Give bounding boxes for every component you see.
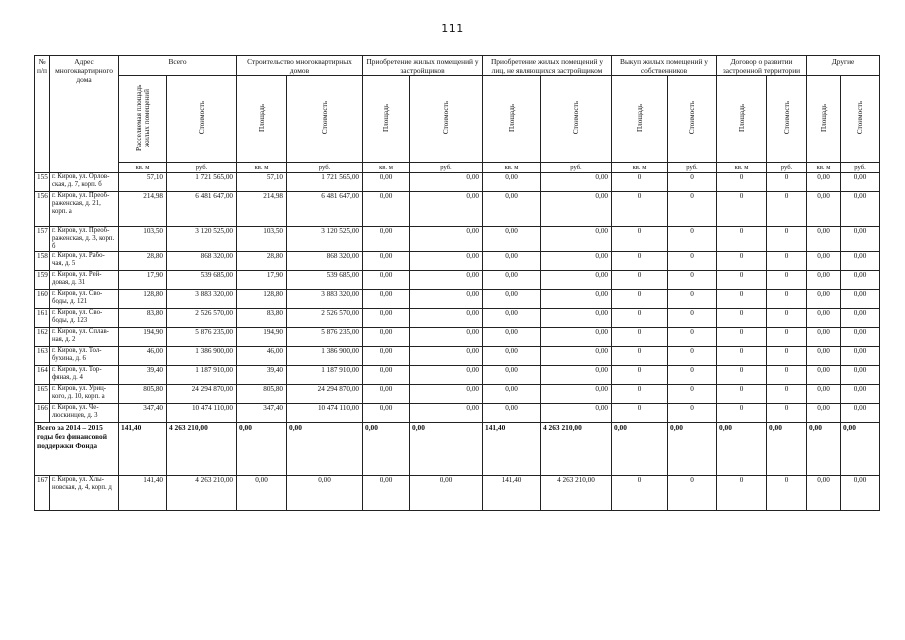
cell: 0,00 (410, 309, 483, 328)
cell: 3 120 525,00 (167, 227, 237, 252)
table-row (35, 271, 880, 290)
cell: 0,00 (483, 328, 541, 347)
row-num: 160 (35, 290, 50, 309)
cell: 128,80 (237, 290, 287, 309)
cell: 0,00 (841, 476, 880, 511)
cell: 0 (717, 173, 767, 192)
cell: 0,00 (841, 290, 880, 309)
cell: 0 (668, 290, 717, 309)
cell: 0 (717, 328, 767, 347)
cell: 0 (767, 227, 807, 252)
cell: 0,00 (410, 476, 483, 511)
table-row (35, 366, 880, 385)
cell: 868 320,00 (287, 252, 363, 271)
cell: 4 263 210,00 (541, 476, 612, 511)
cell: 0,00 (363, 347, 410, 366)
row-num: 162 (35, 328, 50, 347)
header-purchase-non-developers: Приобретение жилых помещений у лиц, не являющихся застройщиком (483, 56, 612, 76)
cell: 0,00 (363, 173, 410, 192)
cell: 0,00 (287, 476, 363, 511)
cell: 0 (767, 290, 807, 309)
subheader-resettled-area: Расселяемая площадь жилых помещений (119, 76, 167, 163)
cell: 0,00 (541, 290, 612, 309)
subheader-cost: Стоимость (541, 76, 612, 163)
cell: 0 (717, 271, 767, 290)
cell: 868 320,00 (167, 252, 237, 271)
cell: 347,40 (237, 404, 287, 423)
cell: 0,00 (363, 328, 410, 347)
cell: 0 (612, 404, 668, 423)
row-num: 163 (35, 347, 50, 366)
cell: 0,00 (541, 192, 612, 227)
cell: 0,00 (841, 309, 880, 328)
cell: 0,00 (483, 173, 541, 192)
cell: 0,00 (483, 252, 541, 271)
row-num: 158 (35, 252, 50, 271)
cell: 0,00 (363, 385, 410, 404)
cell: 6 481 647,00 (287, 192, 363, 227)
cell: 0 (767, 385, 807, 404)
cell: 0,00 (483, 290, 541, 309)
cell: 0 (612, 192, 668, 227)
cell: 0,00 (807, 366, 841, 385)
cell: 0,00 (841, 404, 880, 423)
row-address: г. Киров, ул. Че-люскинцев, д. 3 (50, 404, 119, 423)
cell: 2 526 570,00 (167, 309, 237, 328)
table-row (35, 385, 880, 404)
unit-cell: кв. м (807, 163, 841, 173)
cell: 0,00 (541, 173, 612, 192)
total-cell: 0,00 (717, 423, 767, 476)
cell: 0,00 (541, 328, 612, 347)
cell: 0,00 (483, 309, 541, 328)
header-other: Другие (807, 56, 880, 76)
table-row (35, 192, 880, 227)
cell: 6 481 647,00 (167, 192, 237, 227)
cell: 1 721 565,00 (287, 173, 363, 192)
cell: 28,80 (237, 252, 287, 271)
header-purchase-developers: Приобретение жилых помещений у застройщиков (363, 56, 483, 76)
cell: 0 (668, 173, 717, 192)
table-row (35, 290, 880, 309)
subheader-cost: Стоимость (668, 76, 717, 163)
cell: 194,90 (237, 328, 287, 347)
header-row-groups (35, 56, 880, 76)
total-cell: 141,40 (119, 423, 167, 476)
subheader-area: Площадь (717, 76, 767, 163)
cell: 0,00 (410, 385, 483, 404)
row-address: г. Киров, ул. Тор-фяная, д. 4 (50, 366, 119, 385)
total-cell: 0,00 (612, 423, 668, 476)
cell: 0,00 (483, 347, 541, 366)
header-row-sub (35, 76, 880, 163)
cell: 805,80 (237, 385, 287, 404)
cell: 0,00 (410, 271, 483, 290)
subheader-area: Площадь (363, 76, 410, 163)
cell: 0,00 (410, 227, 483, 252)
row-num: 165 (35, 385, 50, 404)
subheader-cost: Стоимость (287, 76, 363, 163)
cell: 0,00 (841, 366, 880, 385)
cell: 0 (767, 173, 807, 192)
cell: 0,00 (541, 404, 612, 423)
cell: 0,00 (541, 347, 612, 366)
cell: 0,00 (807, 476, 841, 511)
row-num: 161 (35, 309, 50, 328)
cell: 0 (717, 385, 767, 404)
cell: 0 (668, 385, 717, 404)
cell: 0,00 (363, 271, 410, 290)
cell: 3 120 525,00 (287, 227, 363, 252)
units-row (35, 163, 880, 173)
cell: 141,40 (119, 476, 167, 511)
row-address: г. Киров, ул. Сплав-ная, д. 2 (50, 328, 119, 347)
header-buyout: Выкуп жилых помещений у собственников (612, 56, 717, 76)
cell: 0,00 (363, 192, 410, 227)
unit-cell: кв. м (119, 163, 167, 173)
cell: 0,00 (807, 192, 841, 227)
cell: 24 294 870,00 (167, 385, 237, 404)
table-body (35, 173, 880, 511)
cell: 0,00 (807, 385, 841, 404)
cell: 39,40 (119, 366, 167, 385)
cell: 0 (717, 476, 767, 511)
header-total: Всего (119, 56, 237, 76)
subheader-area: Площадь (807, 76, 841, 163)
cell: 0,00 (410, 366, 483, 385)
cell: 0,00 (541, 309, 612, 328)
subheader-area: Площадь (483, 76, 541, 163)
cell: 0 (668, 347, 717, 366)
cell: 1 386 900,00 (167, 347, 237, 366)
cell: 1 187 910,00 (287, 366, 363, 385)
cell: 347,40 (119, 404, 167, 423)
row-num: 157 (35, 227, 50, 252)
table-row (35, 476, 880, 511)
total-cell: 4 263 210,00 (167, 423, 237, 476)
cell: 0,00 (410, 404, 483, 423)
cell: 0,00 (237, 476, 287, 511)
cell: 0 (668, 476, 717, 511)
unit-cell: кв. м (363, 163, 410, 173)
total-label: Всего за 2014 – 2015 годы без финансовой поддержки Фонда (35, 423, 119, 476)
cell: 0 (767, 347, 807, 366)
cell: 0 (717, 404, 767, 423)
cell: 0,00 (541, 366, 612, 385)
cell: 0,00 (483, 271, 541, 290)
cell: 0 (612, 385, 668, 404)
total-cell: 0,00 (767, 423, 807, 476)
cell: 0 (767, 192, 807, 227)
table-row (35, 404, 880, 423)
header-num: № п/п (35, 56, 50, 173)
total-cell: 0,00 (287, 423, 363, 476)
cell: 0,00 (363, 476, 410, 511)
cell: 0,00 (841, 192, 880, 227)
cell: 0,00 (841, 252, 880, 271)
cell: 1 721 565,00 (167, 173, 237, 192)
row-address: г. Киров, ул. Уриц-кого, д. 10, корп. а (50, 385, 119, 404)
row-num: 155 (35, 173, 50, 192)
cell: 0 (767, 252, 807, 271)
cell: 0,00 (541, 271, 612, 290)
row-address: г. Киров, ул. Рей-довая, д. 31 (50, 271, 119, 290)
row-address: г. Киров, ул. Орлов-ская, д. 7, корп. б (50, 173, 119, 192)
cell: 0,00 (841, 347, 880, 366)
cell: 0 (612, 173, 668, 192)
cell: 0 (767, 271, 807, 290)
cell: 0 (717, 309, 767, 328)
cell: 46,00 (119, 347, 167, 366)
unit-cell: кв. м (483, 163, 541, 173)
cell: 0,00 (807, 290, 841, 309)
cell: 1 187 910,00 (167, 366, 237, 385)
cell: 0 (717, 192, 767, 227)
total-cell: 0,00 (841, 423, 880, 476)
cell: 0 (767, 328, 807, 347)
row-address: г. Киров, ул. Хлы-новская, д. 4, корп. д (50, 476, 119, 511)
cell: 0 (612, 252, 668, 271)
row-address: г. Киров, ул. Сво-боды, д. 121 (50, 290, 119, 309)
cell: 0 (717, 290, 767, 309)
cell: 128,80 (119, 290, 167, 309)
cell: 0,00 (841, 173, 880, 192)
unit-cell: кв. м (717, 163, 767, 173)
cell: 0,00 (410, 347, 483, 366)
cell: 46,00 (237, 347, 287, 366)
cell: 0,00 (841, 328, 880, 347)
cell: 0,00 (541, 227, 612, 252)
cell: 0 (668, 366, 717, 385)
cell: 0,00 (483, 192, 541, 227)
subheader-cost: Стоимость (767, 76, 807, 163)
cell: 539 685,00 (287, 271, 363, 290)
cell: 0,00 (483, 404, 541, 423)
cell: 0 (668, 271, 717, 290)
row-num: 166 (35, 404, 50, 423)
table-row (35, 227, 880, 252)
row-address: г. Киров, ул. Тол-бухина, д. 6 (50, 347, 119, 366)
cell: 0,00 (807, 347, 841, 366)
row-address: г. Киров, ул. Рабо-чая, д. 5 (50, 252, 119, 271)
total-cell: 0,00 (363, 423, 410, 476)
row-address: г. Киров, ул. Сво-боды, д. 123 (50, 309, 119, 328)
cell: 0,00 (807, 173, 841, 192)
total-cell: 141,40 (483, 423, 541, 476)
row-address: г. Киров, ул. Преоб-раженская, д. 3, корп. б (50, 227, 119, 252)
cell: 0,00 (363, 252, 410, 271)
total-cell: 0,00 (410, 423, 483, 476)
cell: 0,00 (841, 385, 880, 404)
header-construction: Строительство многоквартирных домов (237, 56, 363, 76)
cell: 0 (668, 252, 717, 271)
cell: 0 (767, 309, 807, 328)
cell: 0,00 (483, 227, 541, 252)
cell: 0,00 (410, 252, 483, 271)
cell: 103,50 (237, 227, 287, 252)
cell: 0,00 (841, 271, 880, 290)
cell: 0,00 (541, 385, 612, 404)
cell: 57,10 (119, 173, 167, 192)
cell: 0 (717, 366, 767, 385)
cell: 214,98 (237, 192, 287, 227)
unit-cell: руб. (167, 163, 237, 173)
cell: 0 (612, 328, 668, 347)
total-cell: 4 263 210,00 (541, 423, 612, 476)
cell: 0 (767, 404, 807, 423)
total-cell: 0,00 (668, 423, 717, 476)
cell: 2 526 570,00 (287, 309, 363, 328)
cell: 17,90 (237, 271, 287, 290)
cell: 57,10 (237, 173, 287, 192)
unit-cell: руб. (410, 163, 483, 173)
subheader-cost: Стоимость (167, 76, 237, 163)
table-row (35, 252, 880, 271)
cell: 0,00 (807, 328, 841, 347)
cell: 0 (767, 476, 807, 511)
total-cell: 0,00 (237, 423, 287, 476)
cell: 0,00 (841, 227, 880, 252)
cell: 0 (612, 271, 668, 290)
cell: 0,00 (363, 290, 410, 309)
table-row (35, 173, 880, 192)
cell: 0,00 (363, 227, 410, 252)
subheader-cost: Стоимость (410, 76, 483, 163)
cell: 0 (612, 309, 668, 328)
page-number: 111 (441, 22, 464, 35)
cell: 10 474 110,00 (287, 404, 363, 423)
cell: 0 (612, 347, 668, 366)
cell: 214,98 (119, 192, 167, 227)
cell: 0,00 (410, 173, 483, 192)
row-address: г. Киров, ул. Преоб-раженская, д. 21, корп. а (50, 192, 119, 227)
cell: 10 474 110,00 (167, 404, 237, 423)
cell: 28,80 (119, 252, 167, 271)
cell: 5 876 235,00 (167, 328, 237, 347)
header-address: Адрес многоквартирного дома (50, 56, 119, 173)
cell: 0,00 (410, 290, 483, 309)
cell: 5 876 235,00 (287, 328, 363, 347)
cell: 24 294 870,00 (287, 385, 363, 404)
cell: 0,00 (410, 328, 483, 347)
cell: 0,00 (363, 309, 410, 328)
subheader-area: Площадь (612, 76, 668, 163)
cell: 0,00 (483, 366, 541, 385)
cell: 17,90 (119, 271, 167, 290)
cell: 0 (668, 309, 717, 328)
cell: 0 (717, 252, 767, 271)
cell: 4 263 210,00 (167, 476, 237, 511)
row-num: 159 (35, 271, 50, 290)
row-num: 164 (35, 366, 50, 385)
cell: 141,40 (483, 476, 541, 511)
unit-cell: руб. (668, 163, 717, 173)
cell: 0 (612, 476, 668, 511)
cell: 0,00 (807, 271, 841, 290)
subheader-area: Площадь (237, 76, 287, 163)
cell: 0,00 (807, 404, 841, 423)
cell: 0 (612, 366, 668, 385)
cell: 3 883 320,00 (287, 290, 363, 309)
cell: 83,80 (119, 309, 167, 328)
total-cell: 0,00 (807, 423, 841, 476)
row-num: 167 (35, 476, 50, 511)
cell: 0 (612, 227, 668, 252)
cell: 0 (767, 366, 807, 385)
unit-cell: руб. (841, 163, 880, 173)
cell: 0 (668, 192, 717, 227)
cell: 805,80 (119, 385, 167, 404)
total-row (35, 423, 880, 476)
row-num: 156 (35, 192, 50, 227)
unit-cell: руб. (541, 163, 612, 173)
cell: 0 (717, 347, 767, 366)
cell: 0,00 (410, 192, 483, 227)
resettlement-table (34, 55, 880, 511)
table-row (35, 328, 880, 347)
cell: 194,90 (119, 328, 167, 347)
unit-cell: руб. (767, 163, 807, 173)
cell: 1 386 900,00 (287, 347, 363, 366)
cell: 39,40 (237, 366, 287, 385)
cell: 83,80 (237, 309, 287, 328)
header-agreement: Договор о развитии застроенной территории (717, 56, 807, 76)
cell: 0,00 (363, 366, 410, 385)
table-row (35, 309, 880, 328)
unit-cell: руб. (287, 163, 363, 173)
cell: 0,00 (807, 227, 841, 252)
cell: 539 685,00 (167, 271, 237, 290)
cell: 0 (717, 227, 767, 252)
cell: 103,50 (119, 227, 167, 252)
subheader-cost: Стоимость (841, 76, 880, 163)
table-row (35, 347, 880, 366)
unit-cell: кв. м (237, 163, 287, 173)
cell: 0,00 (483, 385, 541, 404)
cell: 0 (668, 227, 717, 252)
cell: 0,00 (541, 252, 612, 271)
cell: 0,00 (807, 309, 841, 328)
cell: 0,00 (807, 252, 841, 271)
cell: 0 (612, 290, 668, 309)
cell: 0 (668, 404, 717, 423)
cell: 0,00 (363, 404, 410, 423)
unit-cell: кв. м (612, 163, 668, 173)
cell: 0 (668, 328, 717, 347)
cell: 3 883 320,00 (167, 290, 237, 309)
